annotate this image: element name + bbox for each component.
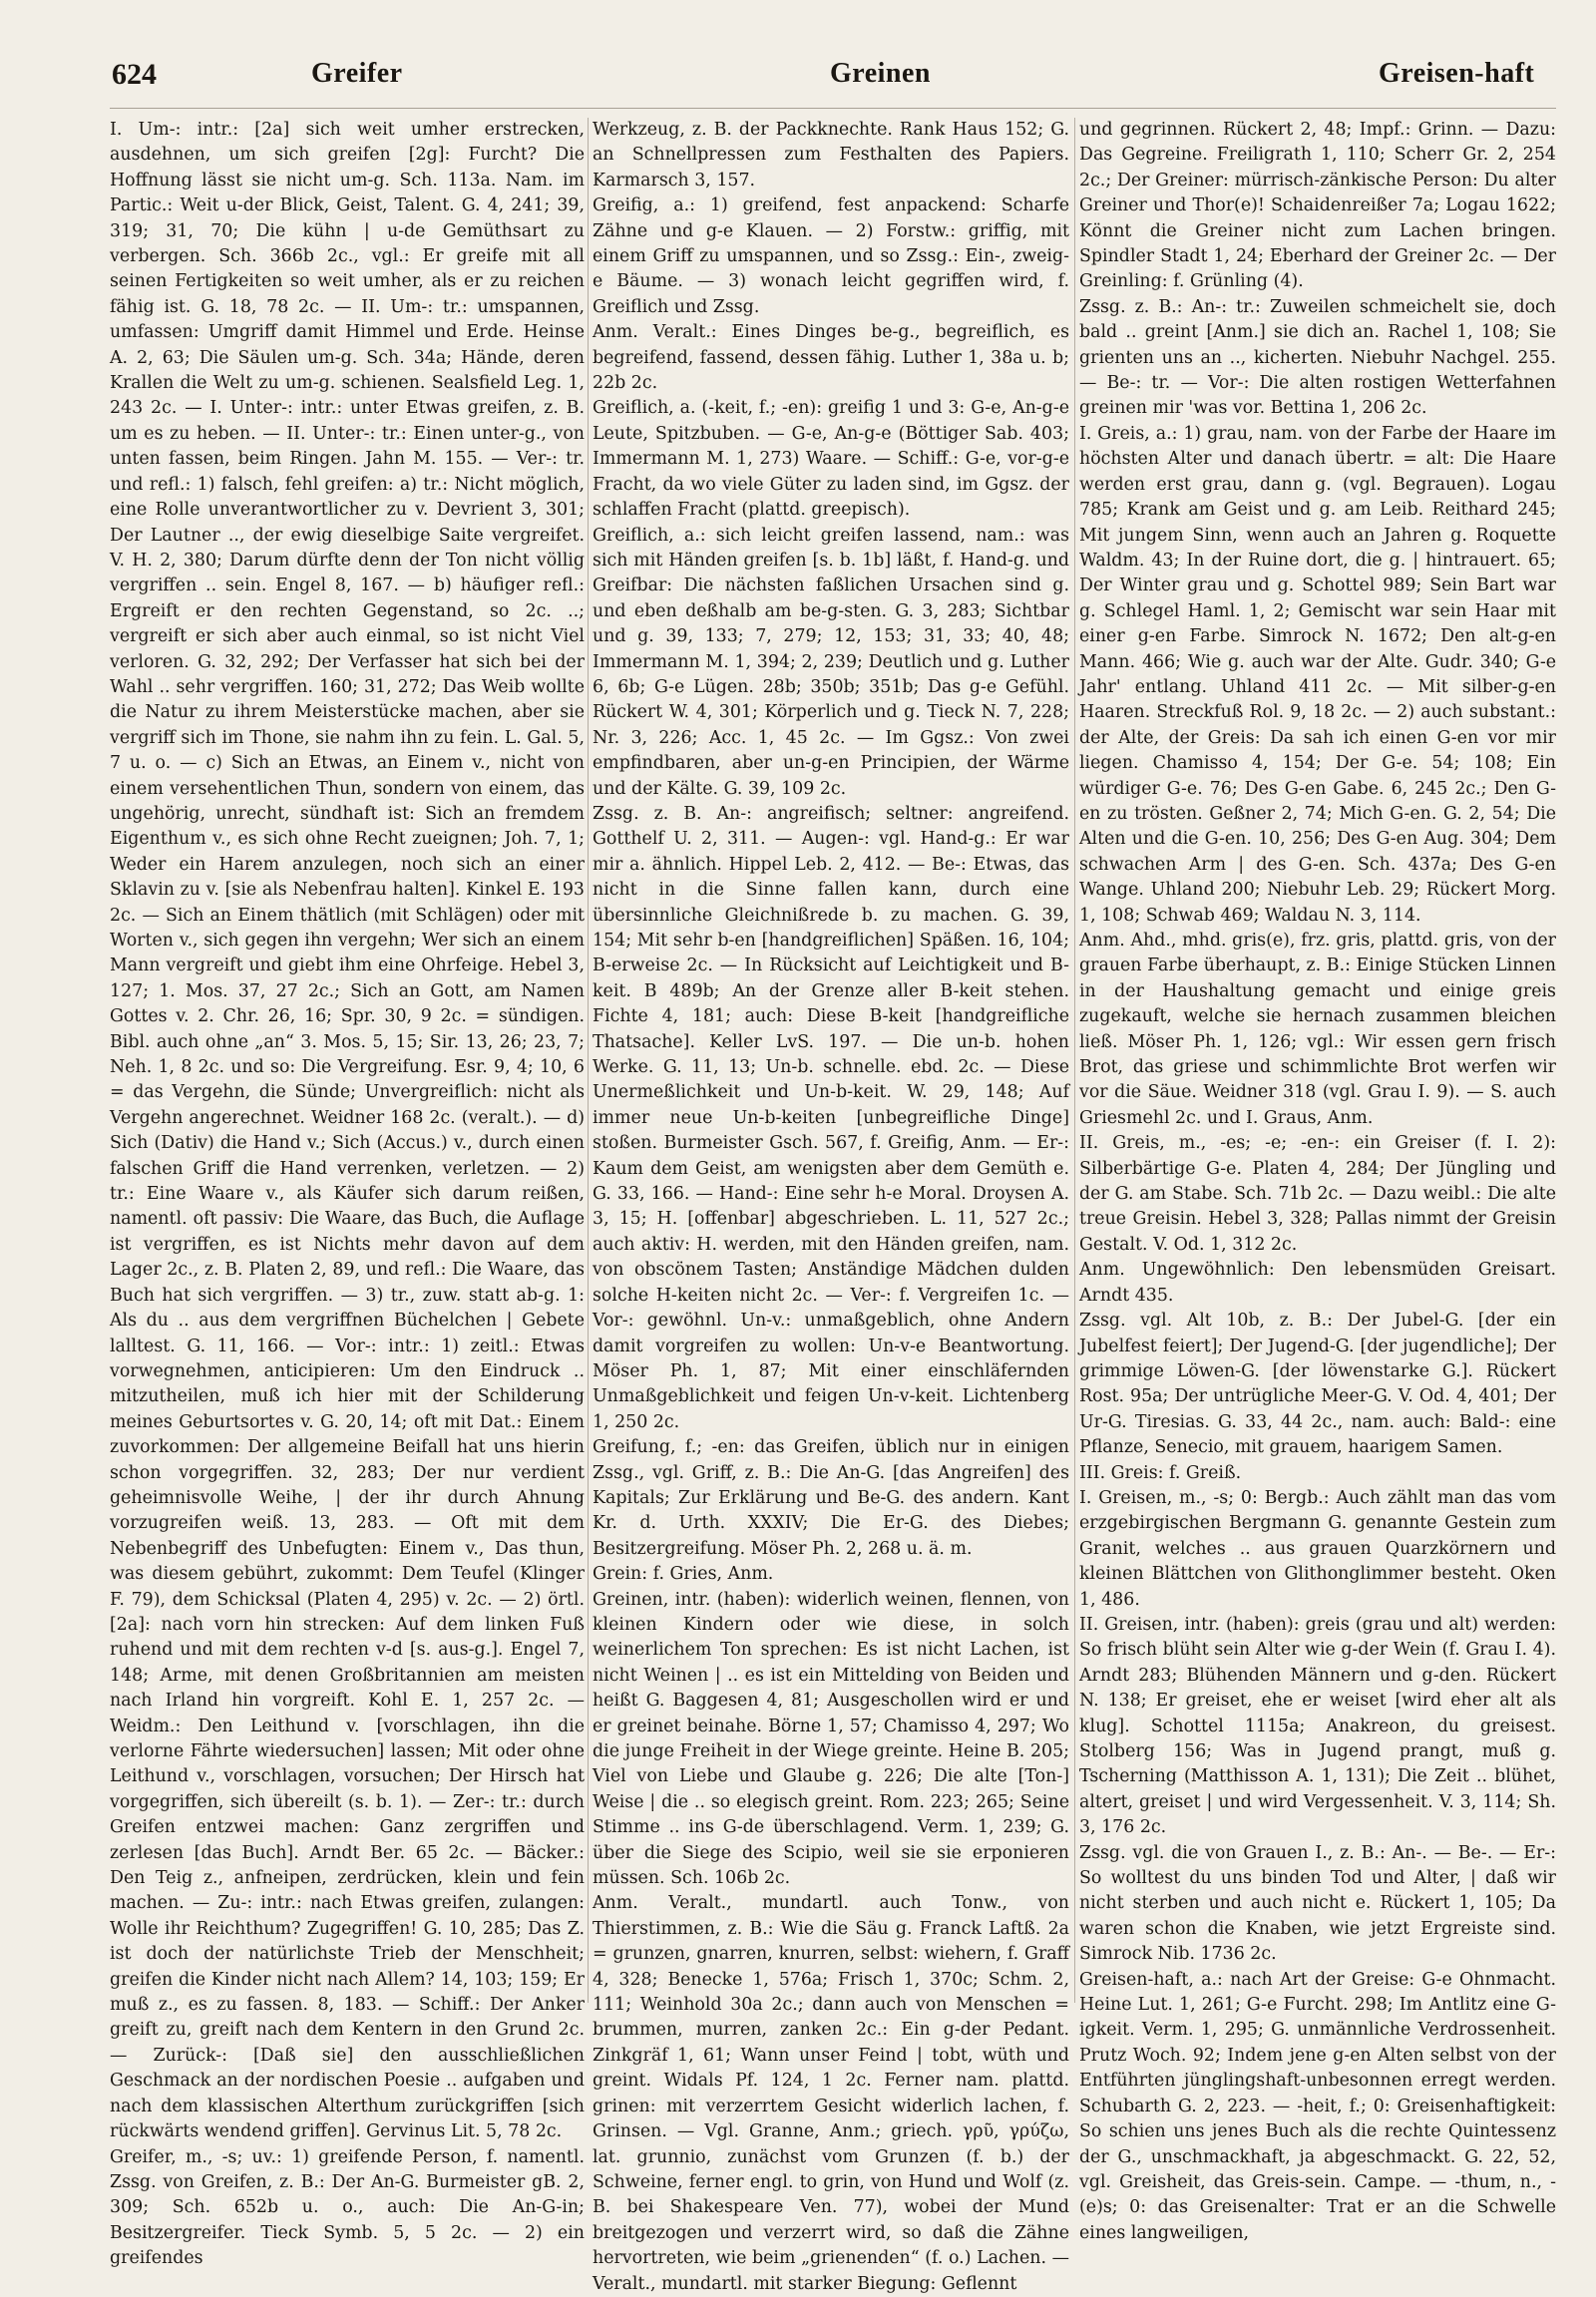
entry-paragraph: I. Um-: intr.: [2a] sich weit umher erstrecken, ausdehnen, um sich greifen [2g]: Furcht? Die Hoffnung lässt sie nicht um-g. Sch. 113a. Nam. im Partic.: Weit u-der Blick, Geist, Talent. G. 4, 241; 39, 319; 31, 70; Die kühn | u-de Gemüthsart zu verbergen. Sch. 366b 2c., vgl.: Er greife mit all seinen Fertigkeiten so weit umher, als er zu reichen fähig ist. G. 18, 78 2c. — II. Um-: tr.: umspannen, umfassen: Umgriff damit Himmel und Erde. Heinse A. 2, 63; Die Säulen um-g. Sch. 34a; Hände, deren Krallen die Welt zu um-g. schienen. Sealsfield Leg. 1, 243 2c. — I. Unter-: intr.: unter Etwas greifen, z. B. um es zu heben. — II. Unter-: tr.: Einen unter-g., von unten fassen, beim Ringen. Jahn M. 155. — Ver-: tr. und refl.: 1) falsch, fehl greifen: a) tr.: Nicht möglich, eine Rolle unverantwortlicher zu v. Devrient 3, 301; Der Lautner .., der ewig dieselbige Saite vergreifet. V. H. 2, 380; Darum dürfte denn der Ton nicht völlig vergriffen .. sein. Engel 8, 167. — b) häufiger refl.: Ergreift er den rechten Gegenstand, so 2c. ..; vergreift er sich aber auch einmal, so ist nicht Viel verloren. G. 32, 292; Der Verfasser hat sich bei der Wahl .. sehr vergriffen. 160; 31, 272; Das Weib wollte die Natur zu ihrem Meisterstücke machen, aber sie vergriff sich im Thone, sie nahm ihn zu fein. L. Gal. 5, 7 u. o. — c) Sich an Etwas, an Einem v., nicht von einem versehentlichen Thun, sondern von einem, das ungehörig, unrecht, sündhaft ist: Sich an fremdem Eigenthum v., es sich ohne Recht zueignen; Joh. 7, 1; Weder ein Harem anzulegen, noch sich an einer Sklavin zu v. [sie als Nebenfrau halten]. Kinkel E. 193 2c. — Sich an Einem thätlich (mit Schlägen) oder mit Worten v., sich gegen ihn vergehn; Wer sich an einem Mann vergreift und giebt ihm eine Ohrfeige. Hebel 3, 127; 1. Mos. 37, 27 2c.; Sich an Gott, am Namen Gottes v. 2. Chr. 26, 16; Spr. 30, 9 2c. = sündigen. Bibl. auch ohne „an“ 3. Mos. 5, 15; Sir. 13, 26; 23, 7; Neh. 1, 8 2c. und so: Die Vergreifung. Esr. 9, 4; 10, 6 = das Vergehn, die Sünde; Unvergreiflich: nicht als Vergehn angerechnet. Weidner 168 2c. (veralt.). — d) Sich (Dativ) die Hand v.; Sich (Accus.) v., durch einen falschen Griff die Hand verrenken, verletzen. — 2) tr.: Eine Waare v., als Käufer sich darum reißen, namentl. oft passiv: Die Waare, das Buch, die Auflage ist vergriffen, es ist Nichts mehr davon auf dem Lager 2c., z. B. Platen 2, 89, und refl.: Die Waare, das Buch hat sich vergriffen. — 3) tr., zuw. statt ab-g. 1: Als du .. aus dem vergriffnen Büchelchen | Gebete lalltest. G. 11, 166. — Vor-: intr.: 1) zeitl.: Etwas vorwegnehmen, anticipieren: Um den Eindruck .. mitzutheilen, muß ich hier mit der Schilderung meines Geburtsortes v. G. 20, 14; oft mit Dat.: Einem zuvorkommen: Der allgemeine Beifall hat uns hierin schon vorgegriffen. 32, 283; Der nur verdient geheimnisvolle Weihe, | der ihr durch Ahnung vorzugreifen weiß. 13, 283. — Oft mit dem Nebenbegriff des Unbefugten: Einem v., Das thun, was diesem gebührt, zukommt: Dem Teufel (Klinger F. 79), dem Schicksal (Platen 4, 295) v. 2c. — 2) örtl. [2a]: nach vorn hin strecken: Auf dem linken Fuß ruhend und mit dem rechten v-d [s. aus-g.]. Engel 7, 148; Arme, mit denen Großbritannien am meisten nach Irland hin vorgreift. Kohl E. 1, 257 2c. — Weidm.: Den Leithund v. [vorschlagen, ihn die verlorne Fährte wiedersuchen] lassen; Mit oder ohne Leithund v., vorschlagen, vorsuchen; Der Hirsch hat vorgegriffen, sich übereilt (s. b. 1). — Zer-: tr.: durch Greifen entzwei machen: Ganz zergriffen und zerlesen [das Buch]. Arndt Ber. 65 2c. — Bäcker.: Den Teig z., anfneipen, zerdrücken, klein und fein machen. — Zu-: intr.: nach Etwas greifen, zulangen: Wolle ihr Reichthum? Zugegriffen! G. 10, 285; Das Z. ist doch der natürlichste Trieb der Menschheit; greifen die Kinder nicht nach Allem? 14, 103; 159; Er muß z., es zu fassen. 8, 183. — Schiff.: Der Anker greift zu, greift nach dem Kentern in den Grund 2c. — Zurück-: [Daß sie] den ausschließlichen Geschmack an der nordischen Poesie .. aufgaben und nach dem klassischen Alterthum zurückgriffen [sich rückwärts wendend griffen]. Gervinus Lit. 5, 78 2c. [110,120,585,2142]
entry-paragraph: Zssg. z. B. An-: angreifisch; seltner: angreifend. Gotthelf U. 2, 311. — Augen-: vgl. Hand-g.: Er war mir a. ähnlich. Hippel Leb. 2, 412. — Be-: Etwas, das nicht in die Sinne fallen kann, durch eine übersinnliche Gleichnißrede b. zu machen. G. 39, 154; Mit sehr b-en [handgreiflichen] Späßen. 16, 104; B-erweise 2c. — In Rücksicht auf Leichtigkeit und B-keit. B 489b; An der Grenze aller B-keit stehen. Fichte 4, 181; auch: Diese B-keit [handgreifliche Thatsache]. Keller LvS. 197. — Die un-b. hohen Werke. G. 11, 13; Un-b. schnelle. ebd. 2c. — Diese Unermeßlichkeit und Un-b-keit. W. 29, 148; Auf immer neue Un-b-keiten [unbegreifliche Dinge] stoßen. Burmeister Gsch. 567, f. Greifig, Anm. — Er-: Kaum dem Geist, am wenigsten aber dem Gemüth e. G. 33, 166. — Hand-: Eine sehr h-e Moral. Droysen A. 3, 15; H. [offenbar] abgeschrieben. L. 11, 527 2c.; auch aktiv: H. werden, mit den Händen greifen, nam. von obscönem Tasten; Anständige Mädchen dulden solche H-keiten nicht 2c. — Ver-: f. Vergreifen 1c. — Vor-: gewöhnl. Un-v.: unmaßgeblich, ohne Andern damit vorgreifen zu wollen: Un-v-e Beantwortung. Möser Ph. 1, 87; Mit einer einschläfernden Unmaßgeblichkeit und feigen Un-v-keit. Lichtenberg 1, 250 2c. [593,803,1069,1432]
column-middle [593,118,1069,2294]
column-left [110,118,585,2269]
entry-paragraph: und gegrinnen. Rückert 2, 48; Impf.: Grinn. — Dazu: Das Gegreine. Freiligrath 1, 110; Scherr Gr. 2, 254 2c.; Der Greiner: mürrisch-zänkische Person: Du alter Greiner und Thor(e)! Schaidenreißer 7a; Logau 1622; Könnt die Greiner nicht zum Lachen bringen. Spindler Stadt 1, 24; Eberhard der Greiner 2c. — Der Greinling: f. Grünling (4). [1079,120,1556,292]
column-divider [588,118,589,2003]
entry-paragraph: II. Greis, m., -es; -e; -en-: ein Greiser (f. I. 2): Silberbärtige G-e. Platen 4, 284; Der Jüngling und der G. am Stabe. Sch. 71b 2c. — Dazu weibl.: Die alte treue Greisin. Hebel 3, 328; Pallas nimmt der Greisin Gestalt. V. Od. 1, 312 2c. [1079,1133,1556,1255]
entry-paragraph: III. Greis: f. Greiß. [1079,1462,1242,1483]
entry-paragraph: Zssg. vgl. Alt 10b, z. B.: Der Jubel-G. [der ein Jubelfest feiert]; Der Jugend-G. [der jugendliche]; Der grimmige Löwen-G. [der löwenstarke G.]. Rückert Rost. 95a; Der untrügliche Meer-G. V. Od. 4, 401; Der Ur-G. Tiresias. G. 33, 44 2c., nam. auch: Bald-: eine Pflanze, Senecio, mit grauem, haarigem Samen. [1079,1311,1556,1458]
header-rule [110,108,1556,109]
entry-paragraph: II. Greisen, intr. (haben): greis (grau und alt) werden: So frisch blüht sein Alter wie g-der Wein (f. Grau I. 4). Arndt 283; Blühenden Männern und g-den. Rückert N. 138; Er greiset, ehe er weiset [wird eher alt als klug]. Schottel 1115a; Anakreon, du greisest. Stolberg 156; Was in Jugend prangt, muß g. Tscherning (Matthisson A. 1, 131); Die Zeit .. blühet, altert, greiset | und wird Vergessenheit. V. 3, 114; Sh. 3, 176 2c. [1079,1614,1556,1838]
entry-paragraph: Anm. Veralt., mundartl. auch Tonw., von Thierstimmen, z. B.: Wie die Säu g. Franck Laftß. 2a = grunzen, gnarren, knurren, selbst: wiehern, f. Graff 4, 328; Benecke 1, 576a; Frisch 1, 370c; Schm. 2, 111; Weinhold 30a 2c.; dann auch von Menschen = brummen, murren, zanken 2c.: Ein g-der Pedant. Zinkgräf 1, 61; Wann unser Feind | tobt, wüth und greint. Widals Pf. 124, 1 2c. Ferner nam. plattd. grinen: mit verzerrtem Gesicht widerlich lachen, f. Grinsen. — Vgl. Granne, Anm.; griech. γρῦ, γρύζω, lat. grunnio, zunächst vom Grunzen (f. b.) der Schweine, ferner engl. to grin, von Hund und Wolf (z. B. bei Shakespeare Ven. 77), wobei der Mund breitgezogen und verzerrt wird, so daß die Zähne hervortreten, wie beim „grienenden“ (f. o.) Lachen. — Veralt., mundartl. mit starker Biegung: Geflennt [593,1893,1069,2294]
running-head-middle: Greinen [830,58,931,89]
page-header [112,58,1556,110]
entry-paragraph: I. Greis, a.: 1) grau, nam. von der Farbe der Haare im höchsten Alter und danach übertr. = alt: Die Haare werden erst grau, dann g. (vgl. Begrauen). Logau 785; Krank am Geist und g. am Leib. Reithard 245; Mit jungem Sinn, wenn auch an Jahren g. Roquette Waldm. 43; In der Ruine dort, die g. | hintrauert. 65; Der Winter grau und g. Schottel 989; Sein Bart war g. Schlegel Haml. 1, 2; Gemischt war sein Haar mit einer g-en Farbe. Simrock N. 1672; Den alt-g-en Mann. 466; Wie g. auch war der Alte. Gudr. 340; G-e Jahr' entlang. Uhland 411 2c. — Mit silber-g-en Haaren. Streckfuß Rol. 9, 18 2c. — 2) auch substant.: der Alte, der Greis: Da sah ich einen G-en vor mir liegen. Chamisso 4, 154; Der G-e. 54; 108; Ein würdiger G-e. 76; Des G-en Gabe. 6, 245 2c.; Den G-en zu trösten. Geßner 2, 74; Mich G-en. G. 2, 54; Die Alten und die G-en. 10, 256; Des G-en Aug. 304; Dem schwachen Arm | des G-en. Sch. 437a; Des G-en Wange. Uhland 200; Niebuhr Leb. 29; Rückert Morg. 1, 108; Schwab 469; Waldau N. 3, 114. [1079,423,1556,926]
entry-paragraph: Werkzeug, z. B. der Packknechte. Rank Haus 152; G. an Schnellpressen zum Festhalten des Papiers. Karmarsch 3, 157. [593,120,1069,191]
page-number: 624 [112,58,157,91]
entry-paragraph: Greifer, m., -s; uv.: 1) greifende Person, f. namentl. Zssg. von Greifen, z. B.: Der An-G. Burmeister gB. 2, 309; Sch. 652b u. o., auch: Die An-G-in; Besitzergreifer. Tieck Symb. 5, 5 2c. — 2) ein greifendes [110,2146,585,2269]
entry-paragraph: Greinen, intr. (haben): widerlich weinen, flennen, von kleinen Kindern oder wie diese, in solch weinerlichem Ton sprechen: Es ist nicht Lachen, ist nicht Weinen | .. es ist ein Mittelding von Beiden und heißt G. Baggesen 4, 81; Ausgeschollen wird er und er greinet beinahe. Börne 1, 57; Chamisso 4, 297; Wo die junge Freiheit in der Wiege greinte. Heine B. 205; Viel von Liebe und Glaube g. 226; Die alte [Ton-] Weise | die .. so elegisch greint. Rom. 223; 265; Seine Stimme .. ins G-de überschlagend. Verm. 1, 239; G. über die Siege des Scipio, weil sie sie erponieren müssen. Sch. 106b 2c. [593,1589,1069,1889]
column-right [1079,118,1556,2243]
entry-paragraph: Anm. Ahd., mhd. gris(e), frz. gris, plattd. gris, von der grauen Farbe überhaupt, z. B.: Einige Stücken Linnen in der Haushaltung gemacht und einige greis zugekauft, welche sie hernach zusammen bleichen ließ. Möser Ph. 1, 126; vgl.: Wir essen gern frisch Brot, das griese und schimmlichte Brot werfen wir vor die Säue. Weidner 318 (vgl. Grau I. 9). — S. auch Griesmehl 2c. und I. Graus, Anm. [1079,931,1556,1128]
entry-paragraph: Greifung, f.; -en: das Greifen, üblich nur in einigen Zssg., vgl. Griff, z. B.: Die An-G. [das Angreifen] des Kapitals; Zur Erklärung und Be-G. des andern. Kant Kr. d. Urth. XXXIV; Die Er-G. des Diebes; Besitzergreifung. Möser Ph. 2, 268 u. ä. m. [593,1437,1069,1559]
entry-paragraph: I. Greisen, m., -s; 0: Bergb.: Auch zählt man das vom erzgebirgischen Bergmann G. genannte Gestein zum Granit, welches .. aus grauen Quarzkörnern und kleinen Blättchen von Glithonglimmer besteht. Oken 1, 486. [1079,1487,1556,1610]
entry-paragraph: Zssg. z. B.: An-: tr.: Zuweilen schmeichelt sie, doch bald .. greint [Anm.] sie dich an. Rachel 1, 108; Sie grienten uns an .., kicherten. Niebuhr Nachgel. 255. — Be-: tr. — Vor-: Die alten rostigen Wetterfahnen greinen mir 'was vor. Bettina 1, 206 2c. [1079,296,1556,419]
entry-paragraph: Greifig, a.: 1) greifend, fest anpackend: Scharfe Zähne und g-e Klauen. — 2) Forstw.: griffig, mit einem Griff zu umspannen, und so Zssg.: Ein-, zweig-e Bäume. — 3) wonach leicht gegriffen wird, f. Greiflich und Zssg. [593,195,1069,317]
entry-paragraph: Greisen-haft, a.: nach Art der Greise: G-e Ohnmacht. Heine Lut. 1, 261; G-e Furcht. 298; Im Antlitz eine G-igkeit. Verm. 1, 295; G. unmännliche Verdrossenheit. Prutz Woch. 92; Indem jene g-en Alten selbst von der Entführten jünglingshaft-unbesonnen erregt werden. Schubarth G. 2, 223. — -heit, f.; 0: Greisenhaftigkeit: So schien uns jenes Buch als die rechte Quintessenz der G., unschmackhaft, ja abgeschmackt. G. 22, 52, vgl. Greisheit, das Greis-sein. Campe. — -thum, n., -(e)s; 0: das Greisenalter: Trat er an die Schwelle eines langweiligen, [1079,1969,1556,2243]
entry-paragraph: Zssg. vgl. die von Grauen I., z. B.: An-. — Be-. — Er-: So wolltest du uns binden Tod und Alter, | daß wir nicht sterben und auch nicht e. Rückert 1, 105; Da waren schon die Knaben, wie jetzt Ergreiste sind. Simrock Nib. 1736 2c. [1079,1842,1556,1965]
entry-paragraph: Anm. Veralt.: Eines Dinges be-g., begreiflich, es begreifend, fassend, dessen fähig. Luther 1, 38a u. b; 22b 2c. [593,322,1069,394]
entry-paragraph: Anm. Ungewöhnlich: Den lebensmüden Greisart. Arndt 435. [1079,1260,1556,1306]
running-head-left: Greifer [311,58,403,89]
column-divider [1074,118,1075,2003]
entry-paragraph: Greiflich, a. (-keit, f.; -en): greifig 1 und 3: G-e, An-g-e Leute, Spitzbuben. — G-e, An-g-e (Böttiger Sab. 403; Immermann M. 1, 273) Waare. — Schiff.: G-e, vor-g-e Fracht, da wo viele Güter zu laden sind, im Ggsz. der schlaffen Fracht (plattd. greepisch). [593,398,1069,521]
entry-paragraph: Grein: f. Gries, Anm. [593,1564,774,1585]
running-head-right: Greisen-haft [1379,58,1535,89]
entry-paragraph: Greiflich, a.: sich leicht greifen lassend, nam.: was sich mit Händen greifen [s. b. 1b] läßt, f. Hand-g. und Greifbar: Die nächsten faßlichen Ursachen sind g. und eben deßhalb am be-g-sten. G. 3, 283; Sichtbar und g. 39, 133; 7, 279; 12, 153; 31, 33; 40, 48; Immermann M. 1, 394; 2, 239; Deutlich und g. Luther 6, 6b; G-e Lügen. 28b; 350b; 351b; Das g-e Gefühl. Rückert W. 4, 301; Körperlich und g. Tieck N. 7, 228; Nr. 3, 226; Acc. 1, 45 2c. — Im Ggsz.: Von zwei empfindbaren, aber un-g-en Principien, der Wärme und der Kälte. G. 39, 109 2c. [593,525,1069,799]
